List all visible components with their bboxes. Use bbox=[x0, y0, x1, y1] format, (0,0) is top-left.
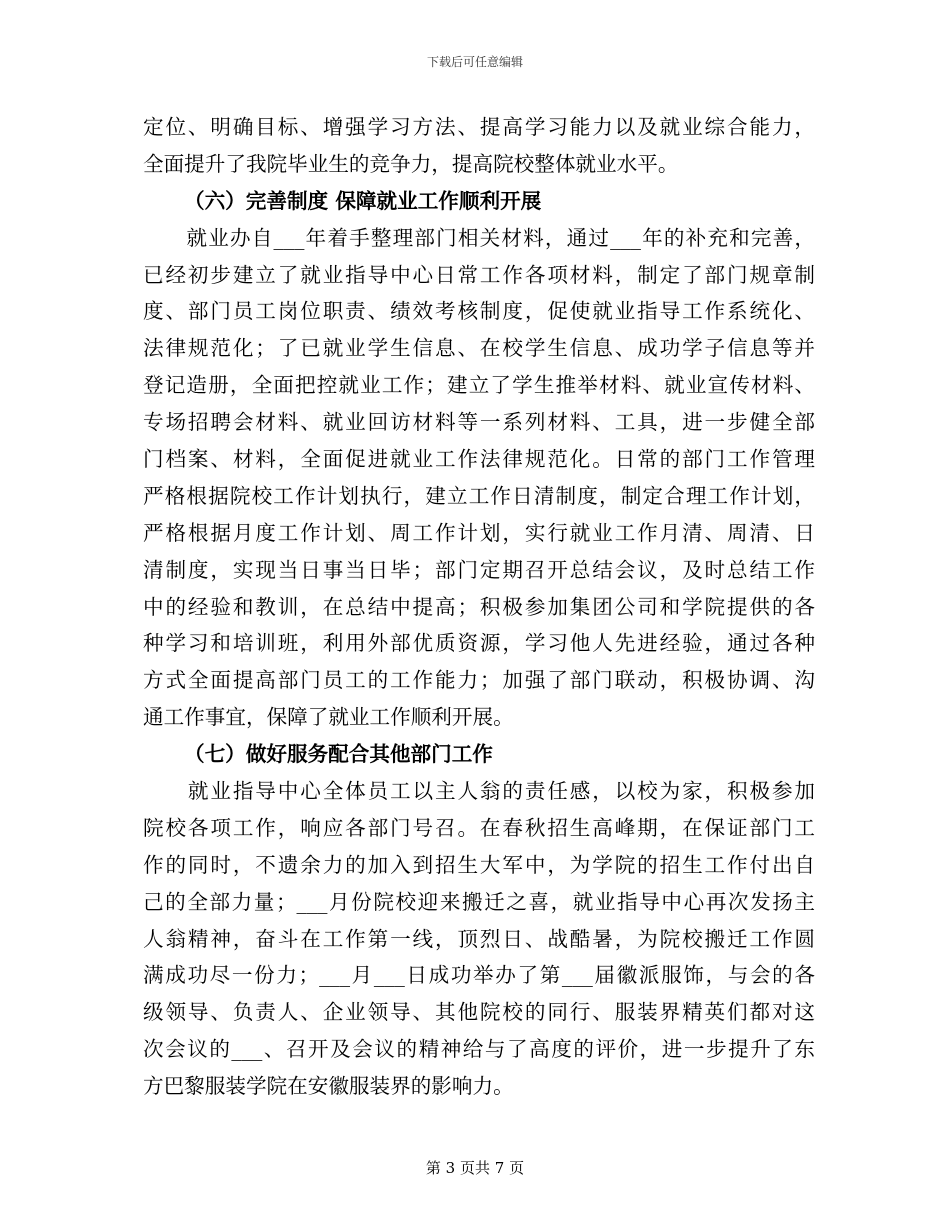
text-line: 人翁精神，奋斗在工作第一线，顶烈日、战酷暑，为院校搬迁工作圆 bbox=[143, 926, 815, 951]
text-line: 满成功尽一份力；___月___日成功举办了第___届徽派服饰，与会的各 bbox=[143, 963, 815, 988]
text-line: 严格根据月度工作计划、周工作计划，实行就业工作月清、周清、日 bbox=[143, 520, 815, 545]
text-line: 中的经验和教训，在总结中提高；积极参加集团公司和学院提供的各 bbox=[143, 594, 815, 619]
page-footer: 第 3 页共 7 页 bbox=[425, 1159, 525, 1177]
text-line: 就业办自___年着手整理部门相关材料，通过___年的补充和完善， bbox=[143, 225, 815, 250]
text-line: 次会议的___、召开及会议的精神给与了高度的评价，进一步提升了东 bbox=[143, 1037, 815, 1062]
section-heading-6: （六）完善制度 保障就业工作顺利开展 bbox=[184, 188, 542, 213]
text-line: 法律规范化；了已就业学生信息、在校学生信息、成功学子信息等并 bbox=[143, 336, 815, 361]
text-line: 门档案、材料，全面促进就业工作法律规范化。日常的部门工作管理 bbox=[143, 447, 815, 472]
text-line: 种学习和培训班，利用外部优质资源，学习他人先进经验，通过各种 bbox=[143, 631, 815, 656]
text-line: 登记造册，全面把控就业工作；建立了学生推举材料、就业宣传材料、 bbox=[143, 373, 815, 398]
text-line: 级领导、负责人、企业领导、其他院校的同行、服装界精英们都对这 bbox=[143, 1000, 815, 1025]
text-line: 作的同时，不遗余力的加入到招生大军中，为学院的招生工作付出自 bbox=[143, 852, 815, 877]
text-line: 院校各项工作，响应各部门号召。在春秋招生高峰期，在保证部门工 bbox=[143, 815, 815, 840]
text-line: 全面提升了我院毕业生的竞争力，提高院校整体就业水平。 bbox=[143, 151, 679, 176]
text-line: 就业指导中心全体员工以主人翁的责任感，以校为家，积极参加 bbox=[143, 779, 815, 804]
text-line: 专场招聘会材料、就业回访材料等一系列材料、工具，进一步健全部 bbox=[143, 410, 815, 435]
text-line: 严格根据院校工作计划执行，建立工作日清制度，制定合理工作计划， bbox=[143, 483, 815, 508]
text-line: 定位、明确目标、增强学习方法、提高学习能力以及就业综合能力， bbox=[143, 115, 815, 139]
text-line: 已经初步建立了就业指导中心日常工作各项材料，制定了部门规章制 bbox=[143, 262, 815, 287]
text-line: 己的全部力量；___月份院校迎来搬迁之喜，就业指导中心再次发扬主 bbox=[143, 889, 815, 914]
paragraph-section-7 bbox=[143, 773, 815, 1105]
text-line: 方式全面提高部门员工的工作能力；加强了部门联动，积极协调、沟 bbox=[143, 668, 815, 693]
section-heading-7: （七）做好服务配合其他部门工作 bbox=[184, 742, 493, 767]
document-body bbox=[143, 109, 815, 1105]
paragraph-section-6 bbox=[143, 220, 815, 736]
text-line: 清制度，实现当日事当日毕；部门定期召开总结会议，及时总结工作 bbox=[143, 557, 815, 582]
page-header: 下载后可任意编辑 bbox=[426, 55, 523, 69]
text-line: 度、部门员工岗位职责、绩效考核制度，促使就业指导工作系统化、 bbox=[143, 299, 815, 324]
paragraph-intro bbox=[143, 109, 815, 183]
text-line: 通工作事宜，保障了就业工作顺利开展。 bbox=[143, 705, 514, 730]
text-line: 方巴黎服装学院在安徽服装界的影响力。 bbox=[143, 1074, 514, 1099]
